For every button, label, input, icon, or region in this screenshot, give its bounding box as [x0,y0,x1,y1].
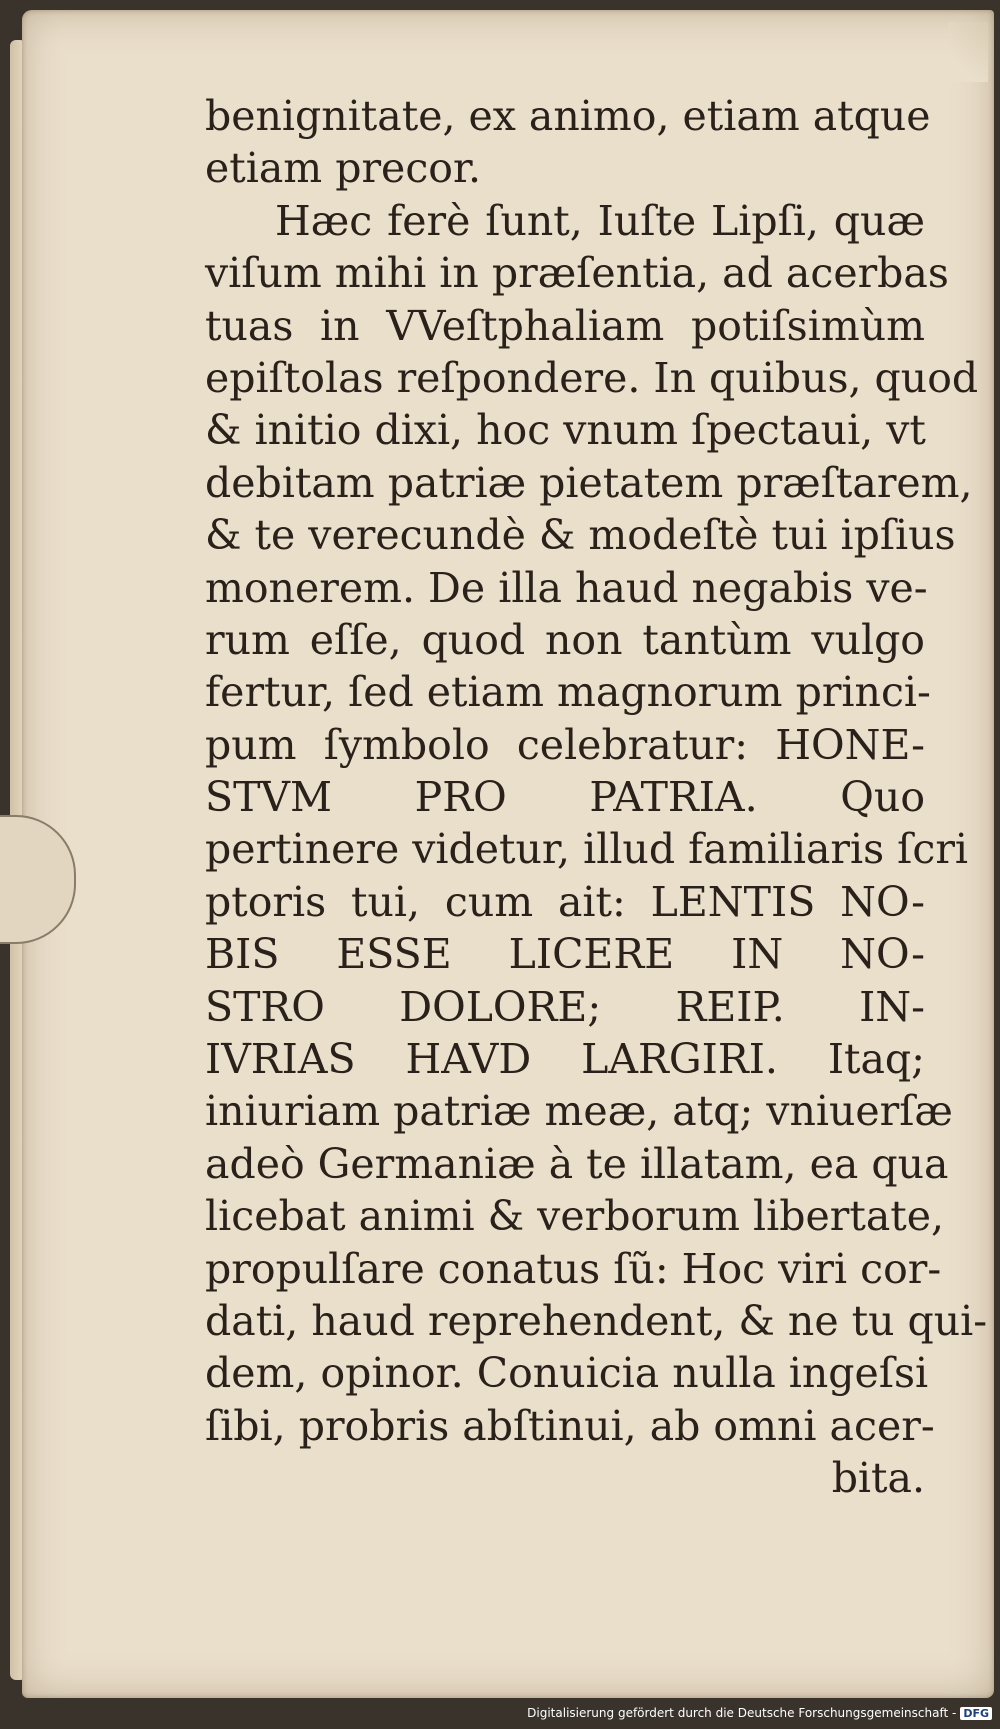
text-line: licebat animi & verborum libertate, [205,1192,945,1241]
digitization-credit [527,1703,992,1723]
text-line: rum eſſe, quod non tantùm vulgo [205,615,925,664]
page-text [205,90,988,1505]
text-line: tuas in VVeſtphaliam potiſsimùm [205,301,925,350]
text-line: etiam precor. [205,144,482,193]
text-line: propulſare conatus ſũ: Hoc viri cor- [205,1244,942,1293]
text-line: epiſtolas reſpondere. In quibus, quod [205,353,979,402]
text-line: STVM PRO PATRIA. Quo [205,773,925,822]
text-line: STRO DOLORE; REIP. IN- [205,982,925,1031]
text-line: dati, haud reprehendent, & ne tu qui- [205,1296,988,1345]
text-line: viſum mihi in præſentia, ad acerbas [205,249,949,298]
text-line: BIS ESSE LICERE IN NO- [205,930,925,979]
catchword: bita. [831,1454,925,1503]
text-line: ptoris tui, cum ait: LENTIS NO- [205,877,925,926]
text-line: & initio dixi, hoc vnum ſpectaui, vt [205,406,926,455]
text-line: adeò Germaniæ à te illatam, ea qua [205,1139,949,1188]
text-line: monerem. De illa haud negabis ve- [205,563,928,612]
text-line: & te verecundè & modeſtè tui ipſius [205,511,956,560]
text-line: dem, opinor. Conuicia nulla ingeſsi [205,1349,929,1398]
text-line: iniuriam patriæ meæ, atq; vniuerſæ [205,1087,953,1136]
text-line: ſibi, probris abſtinui, ab omni acer- [205,1401,935,1450]
corner-fold [948,22,988,82]
text-line: pertinere videtur, illud familiaris ſcri [205,825,969,874]
text-line: IVRIAS HAVD LARGIRI. Itaq; [205,1035,925,1084]
text-line: benignitate, ex animo, etiam atque [205,92,931,140]
text-line: Hæc ferè ſunt, Iuſte Lipſi, quæ [275,196,925,245]
credit-text: Digitalisierung gefördert durch die Deutsche Forschungsgemeinschaft - [527,1706,957,1720]
text-line: pum ſymbolo celebratur: HONE- [205,720,925,769]
text-line: debitam patriæ pietatem præſtarem, [205,458,973,507]
dfg-logo: DFG [960,1707,992,1720]
text-line: fertur, ſed etiam magnorum princi- [205,668,931,717]
